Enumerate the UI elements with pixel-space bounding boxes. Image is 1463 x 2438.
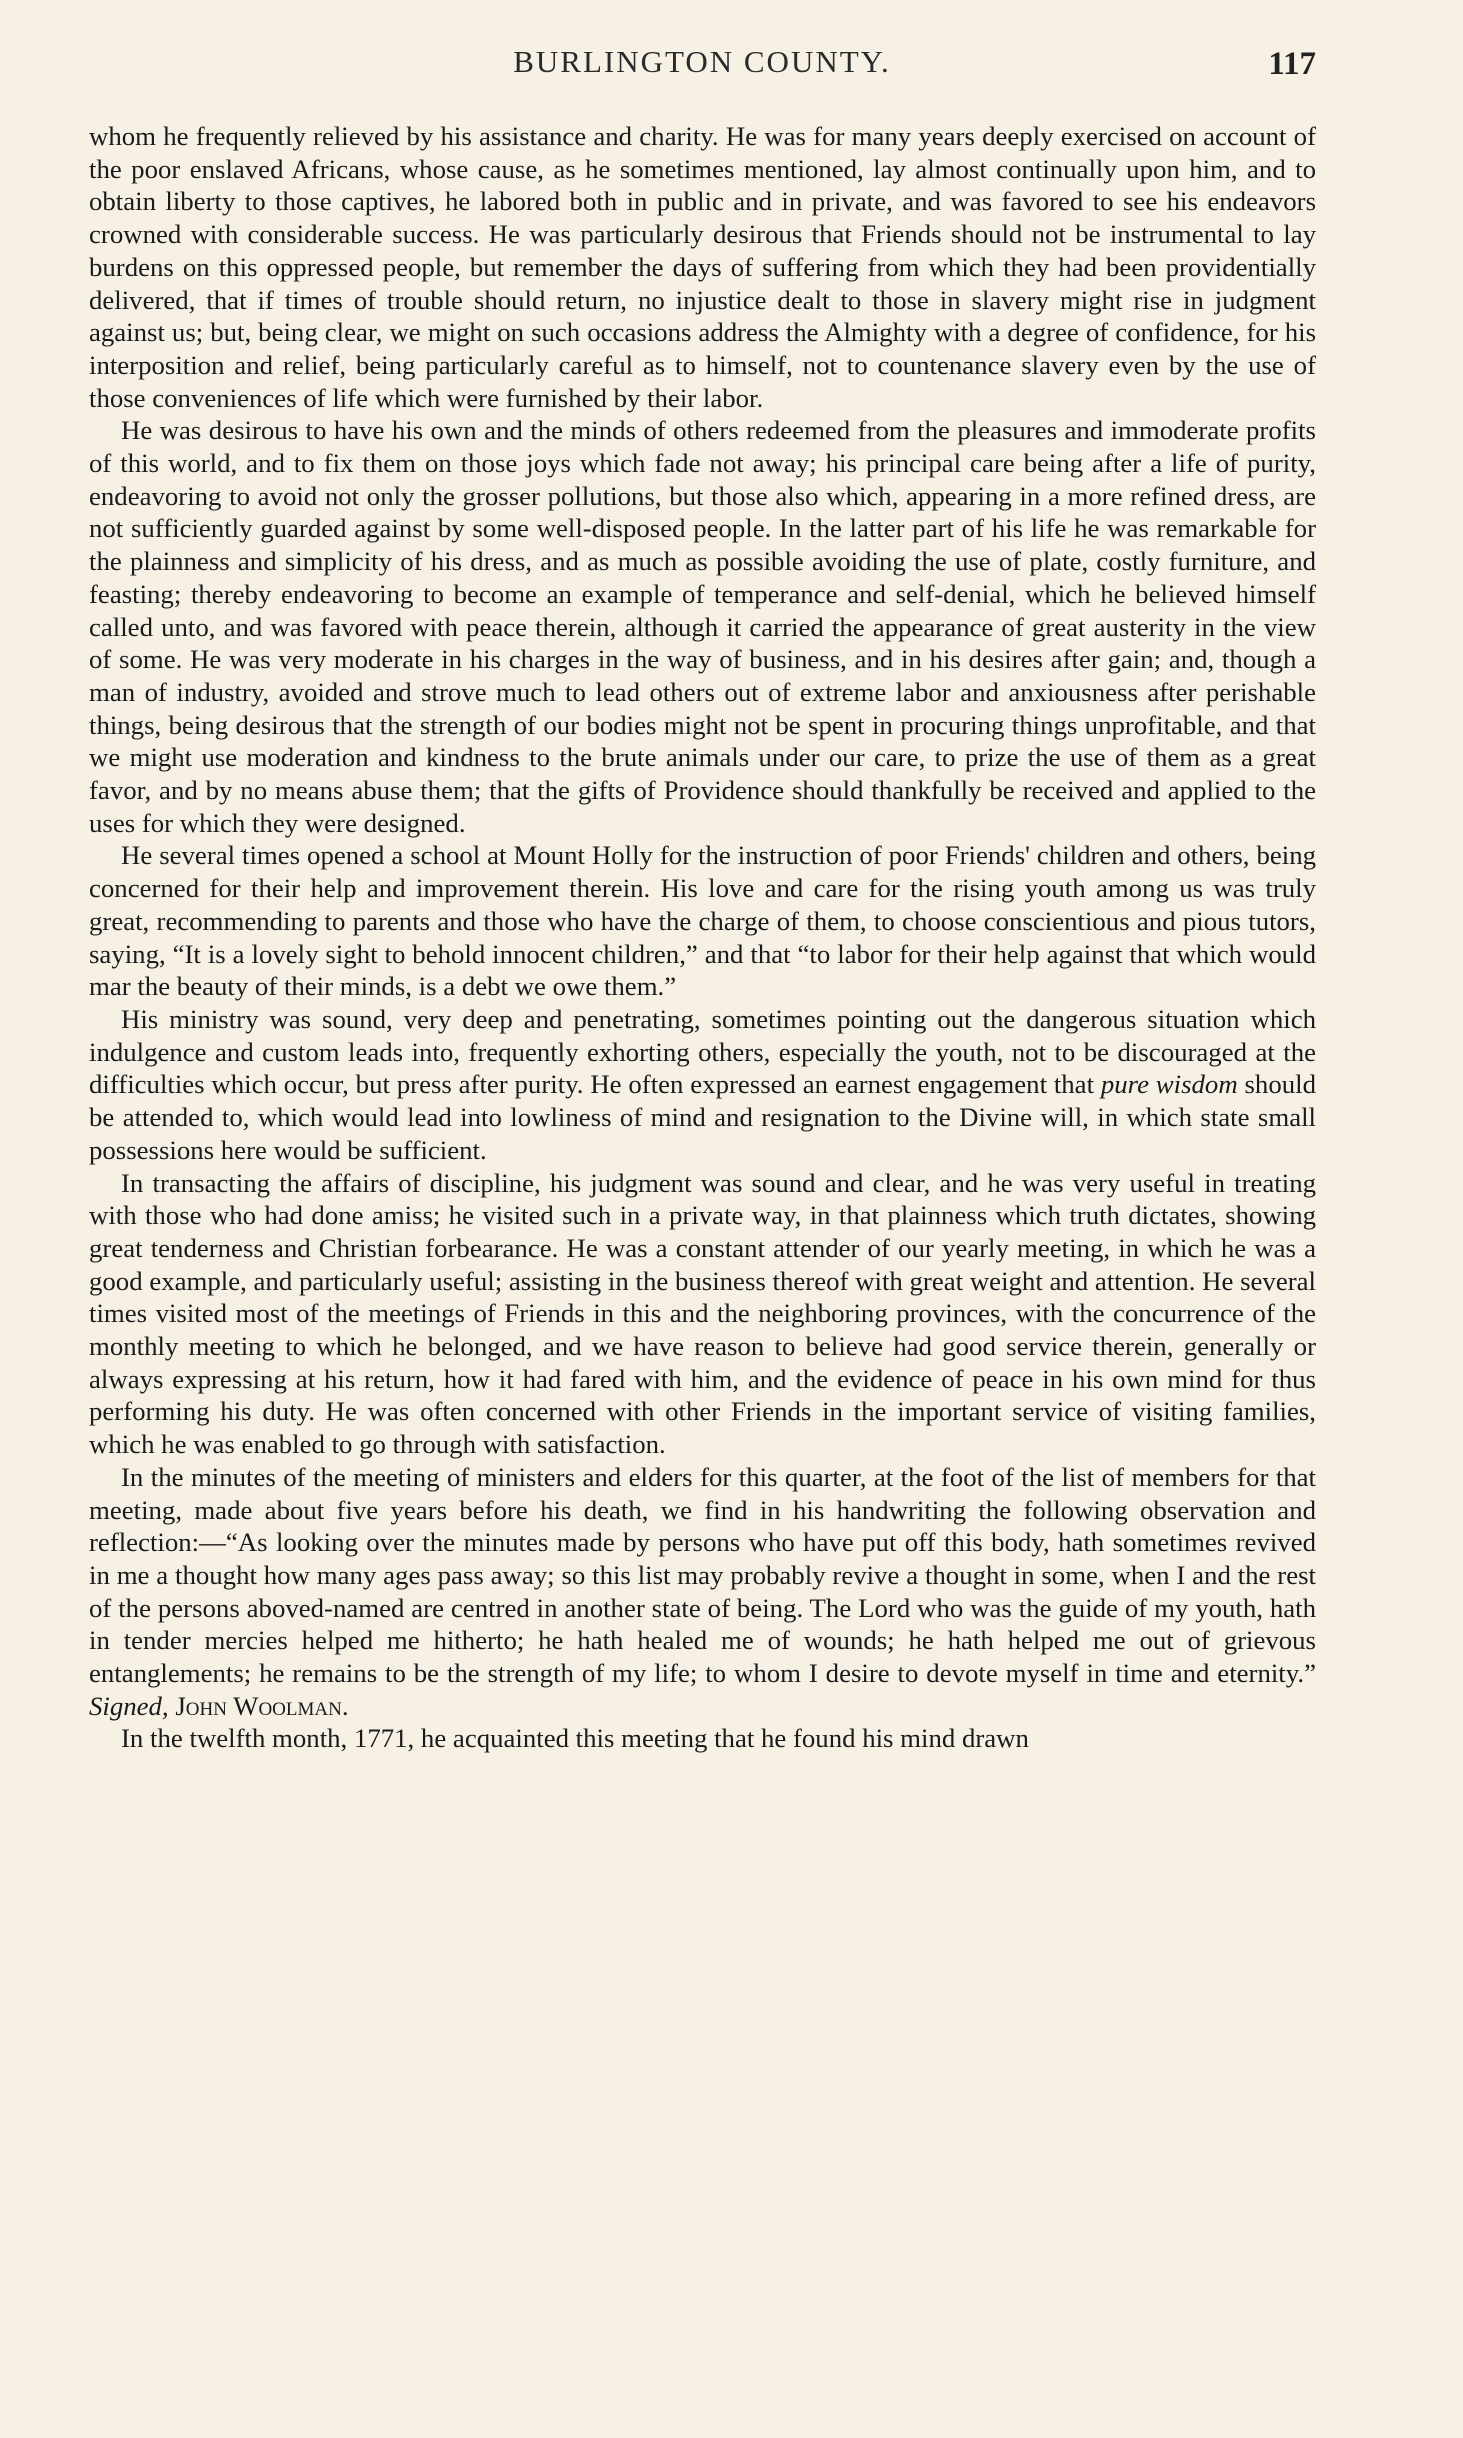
paragraph-6 <box>89 1461 1316 1723</box>
body-text <box>89 120 1316 1755</box>
paragraph-1: whom he frequently relieved by his assistance and charity. He was for many years deeply exercised on account of the poor enslaved Africans, whose cause, as he sometimes mentioned, lay almost continually upon him, and to obtain liberty to those captives, he labored both in public and in private, and was favored to see his endeavors crowned with considerable success. He was particularly desirous that Friends should not be instrumental to lay burdens on this oppressed people, but remember the days of suffering from which they had been providentially delivered, that if times of trouble should return, no injustice dealt to those in slavery might rise in judgment against us; but, being clear, we might on such occasions address the Almighty with a degree of confidence, for his interposition and relief, being particularly careful as to himself, not to countenance slavery even by the use of those conveniences of life which were furnished by their labor. <box>89 121 1316 413</box>
paragraph-4-text-before: His ministry was sound, very deep and penetrating, sometimes pointing out the dangerous situation which indulgence and custom leads into, frequently exhorting others, especially the youth, not to be discouraged at the difficulties which occur, but press after purity. He often expressed an earnest engagement that <box>89 1003 1316 1100</box>
paragraph-6-text: In the minutes of the meeting of ministers and elders for this quarter, at the foot of the list of members for that meeting, made about five years before his death, we find in his handwriting the following observation and reflection:—“As looking over the minutes made by persons who have put off this body, hath sometimes revived in me a thought how many ages pass away; so this list may probably revive a thought in some, when I and the rest of the persons aboved-named are centred in another state of being. The Lord who was the guide of my youth, hath in tender mercies helped me hitherto; he hath healed me of wounds; he hath helped me out of grievous entanglements; he remains to be the strength of my life; to whom I desire to devote myself in time and eternity.” <box>89 1461 1316 1689</box>
paragraph-3: He several times opened a school at Mount Holly for the instruction of poor Friends' children and others, being concerned for their help and improvement therein. His love and care for the rising youth among us was truly great, recommending to parents and those who have the charge of them, to choose conscientious and pious tutors, saying, “It is a lovely sight to behold innocent children,” and that “to labor for their help against that which would mar the beauty of their minds, is a debt we owe them.” <box>89 840 1316 1002</box>
paragraph-2: He was desirous to have his own and the minds of others redeemed from the pleasures and immoderate profits of this world, and to fix them on those joys which fade not away; his principal care being after a life of purity, endeavoring to avoid not only the grosser pollutions, but those also which, appearing in a more refined dress, are not sufficiently guarded against by some well-disposed people. In the latter part of his life he was remarkable for the plainness and simplicity of his dress, and as much as possible avoiding the use of plate, costly furniture, and feasting; thereby endeavoring to become an example of temperance and self-denial, which he believed himself called unto, and was favored with peace therein, although it carried the appearance of great austerity in the view of some. He was very moderate in his charges in the way of business, and in his desires after gain; and, though a man of industry, avoided and strove much to lead others out of extreme labor and anxiousness after perishable things, being desirous that the strength of our bodies might not be spent in procuring things unprofitable, and that we might use moderation and kindness to the brute animals under our care, to prize the use of them as a great favor, and by no means abuse them; that the gifts of Providence should thankfully be received and applied to the uses for which they were designed. <box>89 415 1316 838</box>
paragraph-5: In transacting the affairs of discipline, his judgment was sound and clear, and he was very useful in treating with those who had done amiss; he visited such in a private way, in that plainness which truth dictates, showing great tenderness and Christian forbearance. He was a constant attender of our yearly meeting, in which he was a good example, and particularly useful; assisting in the business thereof with great weight and attention. He several times visited most of the meetings of Friends in this and the neighboring provinces, with the concurrence of the monthly meeting to which he belonged, and we have reason to believe had good service therein, generally or always expressing at his return, how it had fared with him, and the evidence of peace in his own mind for thus performing his duty. He was often concerned with other Friends in the important service of visiting families, which he was enabled to go through with satisfaction. <box>89 1167 1316 1460</box>
paragraph-4-italic: pure wisdom <box>1100 1069 1238 1100</box>
paragraph-7: In the twelfth month, 1771, he acquainted this meeting that he found his mind drawn <box>121 1723 1029 1754</box>
page-header <box>88 44 1316 94</box>
paragraph-4 <box>89 1003 1316 1167</box>
signature-name: John Woolman. <box>175 1690 349 1721</box>
paragraph-4-text-after: should be attended to, which would lead into lowliness of mind and resignation to the Divine will, in which state small possessions here would be sufficient. <box>89 1069 1316 1165</box>
signed-label: Signed, <box>89 1690 169 1721</box>
page-number: 117 <box>1268 46 1316 82</box>
running-head: BURLINGTON COUNTY. <box>513 44 891 79</box>
